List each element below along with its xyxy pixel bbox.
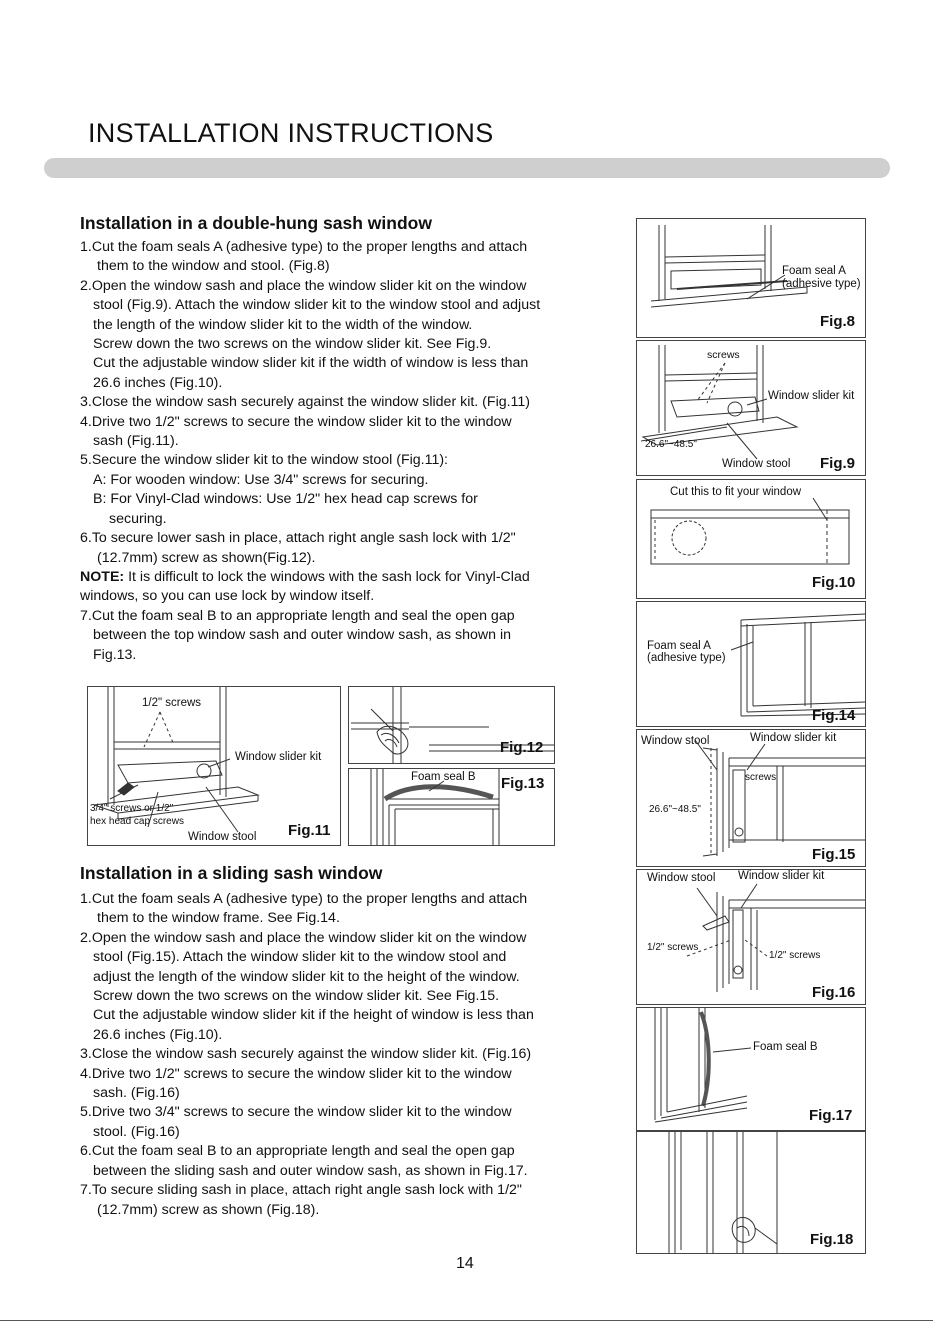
note-text: It is difficult to lock the windows with the sash lock for Vinyl-Clad (128, 568, 530, 585)
figure-18 (636, 1131, 866, 1254)
fig18-caption: Fig.18 (810, 1231, 854, 1248)
figure-17 (636, 1007, 866, 1131)
figure-15 (636, 729, 866, 867)
fig14-label-adhesive: (adhesive type) (647, 652, 726, 664)
page-title: INSTALLATION INSTRUCTIONS (88, 118, 494, 148)
fig11-kit-label: Window slider kit (235, 751, 322, 763)
text-line: them to the window and stool. (Fig.8) (97, 258, 330, 275)
fig14-caption: Fig.14 (812, 707, 856, 724)
text-line: (12.7mm) screw as shown (Fig.18). (97, 1201, 320, 1218)
text-line: Screw down the two screws on the window slider kit. See Fig.9. (93, 336, 492, 353)
figure-9 (636, 340, 866, 476)
fig14-label-foam: Foam seal A (647, 640, 711, 652)
text-line: stool (Fig.9). Attach the window slider kit to the window stool and adjust (93, 297, 541, 314)
text-line: B: For Vinyl-Clad windows: Use 1/2" hex head cap screws for (93, 491, 478, 508)
fig10-caption: Fig.10 (812, 574, 856, 591)
text-line: 6.Cut the foam seal B to an appropriate length and seal the open gap (80, 1143, 515, 1160)
section-body-sliding (80, 890, 610, 1220)
section-heading-sliding: Installation in a sliding sash window (80, 863, 383, 883)
note-line (80, 568, 610, 587)
fig9-screws-label: screws (707, 349, 740, 361)
fig9-kit-label: Window slider kit (768, 390, 855, 402)
text-line: adjust the length of the window slider kit to the height of the window. (93, 968, 520, 985)
text-line: 5.Secure the window slider kit to the window stool (Fig.11): (80, 452, 448, 469)
figure-16 (636, 869, 866, 1005)
text-line: 26.6 inches (Fig.10). (93, 1026, 223, 1043)
text-line: 1.Cut the foam seals A (adhesive type) to the proper lengths and attach (80, 891, 528, 907)
text-line: the length of the window slider kit to the width of the window. (93, 316, 473, 333)
fig10-cut-label: Cut this to fit your window (670, 486, 802, 498)
fig9-range-label: 26.6"~48.5" (645, 439, 697, 450)
bottom-rule (0, 1320, 933, 1321)
fig17-seal-label: Foam seal B (753, 1041, 818, 1053)
text-line: 2.Open the window sash and place the window slider kit on the window (80, 277, 527, 294)
title-divider-bar (44, 158, 890, 178)
text-line: between the sliding sash and outer window sash, as shown in Fig.17. (93, 1162, 528, 1179)
fig9-caption: Fig.9 (820, 455, 856, 472)
text-line: Cut the adjustable window slider kit if the height of window is less than (93, 1007, 534, 1024)
text-line: 5.Drive two 3/4" screws to secure the window slider kit to the window (80, 1104, 512, 1121)
fig16-stool-label: Window stool (647, 872, 716, 884)
fig16-screws-left-label: 1/2" screws (647, 942, 699, 953)
text-line: Screw down the two screws on the window slider kit. See Fig.15. (93, 988, 500, 1005)
text-line: securing. (109, 510, 167, 527)
fig12-caption: Fig.12 (500, 739, 544, 756)
text-line: 3.Close the window sash securely against the window slider kit. (Fig.16) (80, 1046, 532, 1063)
section-body-double-hung (80, 238, 610, 665)
fig11-hex-label: hex head cap screws (90, 816, 184, 827)
fig16-kit-label: Window slider kit (738, 870, 825, 882)
fig11-screws-size-label: 3/4" screws or 1/2" (90, 803, 174, 814)
fig11-stool-label: Window stool (188, 831, 257, 843)
text-line: 3.Close the window sash securely against the window slider kit. (Fig.11) (80, 394, 531, 411)
page-number: 14 (456, 1255, 474, 1272)
fig15-kit-label: Window slider kit (750, 732, 837, 744)
figure-13 (348, 768, 555, 846)
text-line: 6.To secure lower sash in place, attach right angle sash lock with 1/2" (80, 530, 516, 547)
fig8-caption: Fig.8 (820, 313, 856, 330)
fig13-seal-label: Foam seal B (411, 771, 476, 783)
text-line: 2.Open the window sash and place the window slider kit on the window (80, 929, 527, 946)
fig11-screws-label: 1/2" screws (142, 697, 202, 709)
text-line: 7.Cut the foam seal B to an appropriate length and seal the open gap (80, 607, 515, 624)
fig15-caption: Fig.15 (812, 846, 856, 863)
text-line: them to the window frame. See Fig.14. (97, 910, 340, 927)
fig8-label-adhesive: (adhesive type) (782, 278, 861, 290)
text-line: 1.Cut the foam seals A (adhesive type) to the proper lengths and attach (80, 239, 528, 255)
note-label: NOTE: (80, 568, 125, 585)
fig9-stool-label: Window stool (722, 458, 791, 470)
text-line: between the top window sash and outer window sash, as shown in (93, 627, 511, 644)
section-heading-double-hung: Installation in a double-hung sash window (80, 213, 432, 233)
fig8-label-foam: Foam seal A (782, 265, 846, 277)
fig15-range-label: 26.6"~48.5" (649, 804, 701, 815)
fig13-caption: Fig.13 (501, 775, 545, 792)
fig15-screws-label: screws (745, 772, 777, 783)
figure-12 (348, 686, 555, 764)
figure-14 (636, 601, 866, 727)
figure-8 (636, 218, 866, 338)
text-line: 26.6 inches (Fig.10). (93, 374, 223, 391)
text-line: Cut the adjustable window slider kit if the width of window is less than (93, 355, 529, 372)
text-line: stool (Fig.15). Attach the window slider kit to the window stool and (93, 949, 507, 966)
text-line: sash. (Fig.16) (93, 1085, 180, 1102)
text-line: A: For wooden window: Use 3/4" screws for securing. (93, 471, 429, 488)
text-line: sash (Fig.11). (93, 433, 179, 450)
text-line: windows, so you can use lock by window itself. (80, 588, 375, 605)
text-line: 4.Drive two 1/2" screws to secure the window slider kit to the window (80, 413, 512, 430)
fig16-caption: Fig.16 (812, 984, 856, 1001)
fig17-caption: Fig.17 (809, 1107, 853, 1124)
figure-10 (636, 479, 866, 599)
text-line: 4.Drive two 1/2" screws to secure the window slider kit to the window (80, 1065, 512, 1082)
fig16-screws-right-label: 1/2" screws (769, 950, 821, 961)
text-line: stool. (Fig.16) (93, 1123, 180, 1140)
text-line: 7.To secure sliding sash in place, attach right angle sash lock with 1/2" (80, 1182, 522, 1199)
text-line: Fig.13. (93, 646, 137, 663)
fig15-stool-label: Window stool (641, 735, 710, 747)
text-line: (12.7mm) screw as shown(Fig.12). (97, 549, 316, 566)
fig11-caption: Fig.11 (288, 822, 331, 839)
figure-11 (87, 686, 341, 846)
